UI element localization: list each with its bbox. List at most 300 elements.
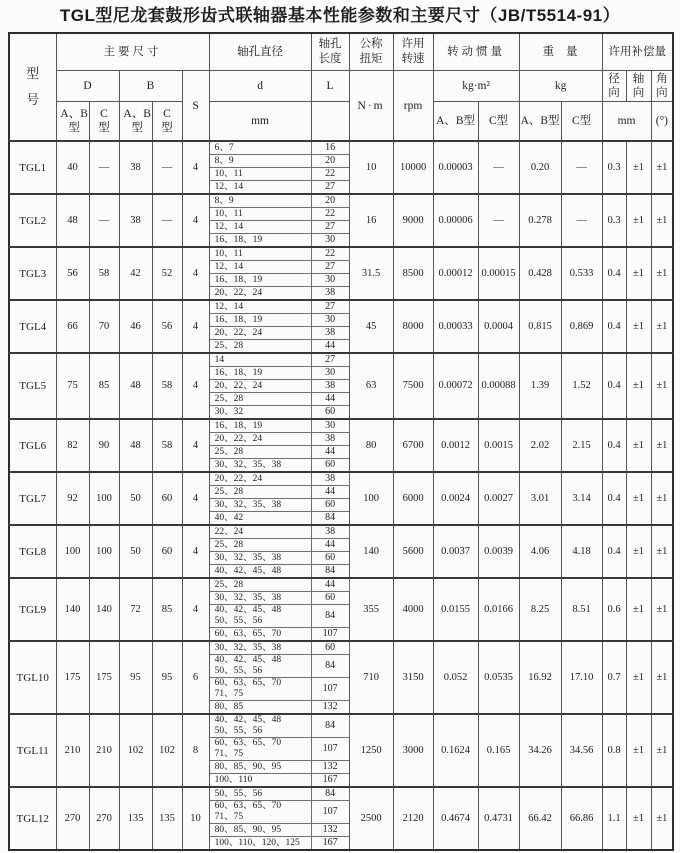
inertia-c-cell: 0.0027	[478, 472, 519, 525]
bore-diameter-cell: 80、85、90、95	[209, 761, 311, 774]
bore-length-cell: 44	[311, 340, 349, 354]
dim-B-ab-cell: 38	[119, 194, 152, 247]
angular-comp-cell: ±1	[651, 525, 673, 578]
header-B-c-label: C型	[161, 108, 173, 134]
bore-length-cell: 84	[311, 605, 349, 628]
axial-comp-cell: ±1	[626, 714, 651, 787]
bore-length-cell: 84	[311, 512, 349, 526]
dim-D-ab-cell: 270	[56, 787, 89, 850]
model-cell: TGL2	[9, 194, 56, 247]
model-row	[9, 194, 673, 208]
dim-D-ab-cell: 48	[56, 194, 89, 247]
header-angular	[651, 71, 673, 102]
inertia-ab-cell: 0.00033	[433, 300, 478, 353]
inertia-ab-cell: 0.4674	[433, 787, 478, 850]
angular-comp-cell: ±1	[651, 578, 673, 641]
weight-c-cell: 1.52	[561, 353, 602, 419]
header-B-ab-label: A、B型	[123, 108, 151, 134]
dim-B-c-cell: 58	[152, 419, 182, 472]
model-row	[9, 247, 673, 261]
dim-B-c-cell: 60	[152, 525, 182, 578]
angular-comp-cell: ±1	[651, 787, 673, 850]
torque-cell: 31.5	[349, 247, 393, 300]
bore-length-cell: 167	[311, 837, 349, 851]
angular-comp-cell: ±1	[651, 300, 673, 353]
torque-cell: 16	[349, 194, 393, 247]
header-torque	[349, 33, 393, 71]
bore-length-cell: 107	[311, 801, 349, 824]
bore-diameter-cell: 12、14	[209, 181, 311, 195]
header-inertia-ab: A、B型	[433, 102, 478, 142]
bore-diameter-cell: 30、32	[209, 406, 311, 420]
header-weight-ab: A、B型	[519, 102, 561, 142]
header-bore-diameter: 轴孔直径	[209, 33, 311, 71]
dim-B-ab-cell: 46	[119, 300, 152, 353]
weight-c-cell: —	[561, 194, 602, 247]
radial-comp-cell: 0.3	[602, 194, 626, 247]
bore-length-cell: 30	[311, 419, 349, 433]
weight-c-cell: 8.51	[561, 578, 602, 641]
bore-length-cell: 132	[311, 824, 349, 837]
axial-comp-cell: ±1	[626, 300, 651, 353]
inertia-c-cell: 0.0039	[478, 525, 519, 578]
angular-comp-cell: ±1	[651, 714, 673, 787]
weight-ab-cell: 0.278	[519, 194, 561, 247]
model-row	[9, 419, 673, 433]
speed-cell: 6000	[393, 472, 433, 525]
axial-comp-cell: ±1	[626, 419, 651, 472]
inertia-c-cell: 0.4731	[478, 787, 519, 850]
header-S: S	[182, 71, 209, 142]
speed-cell: 3000	[393, 714, 433, 787]
angular-comp-cell: ±1	[651, 194, 673, 247]
bore-diameter-cell: 16、18、19	[209, 314, 311, 327]
axial-comp-cell: ±1	[626, 641, 651, 714]
torque-cell: 10	[349, 141, 393, 194]
dim-B-ab-cell: 38	[119, 141, 152, 194]
dim-D-ab-cell: 210	[56, 714, 89, 787]
header-axial	[626, 71, 651, 102]
angular-comp-cell: ±1	[651, 472, 673, 525]
torque-cell: 140	[349, 525, 393, 578]
header-model-label: 型号	[26, 66, 40, 107]
weight-c-cell: 0.869	[561, 300, 602, 353]
header-D-ab-label: A、B型	[60, 108, 88, 134]
inertia-ab-cell: 0.0024	[433, 472, 478, 525]
bore-length-cell: 30	[311, 367, 349, 380]
bore-length-cell: 84	[311, 714, 349, 738]
dim-D-ab-cell: 56	[56, 247, 89, 300]
bore-diameter-cell: 8、9	[209, 155, 311, 168]
radial-comp-cell: 0.4	[602, 525, 626, 578]
dim-S-cell: 4	[182, 578, 209, 641]
bore-diameter-cell: 60、63、65、70 71、75	[209, 801, 311, 824]
inertia-ab-cell: 0.052	[433, 641, 478, 714]
bore-diameter-cell: 25、28	[209, 486, 311, 499]
dim-S-cell: 4	[182, 472, 209, 525]
bore-diameter-cell: 20、22、24	[209, 327, 311, 340]
bore-length-cell: 107	[311, 738, 349, 761]
bore-diameter-cell: 16、18、19	[209, 419, 311, 433]
dim-B-c-cell: —	[152, 194, 182, 247]
bore-length-cell: 84	[311, 655, 349, 678]
header-radial	[602, 71, 626, 102]
dim-D-ab-cell: 140	[56, 578, 89, 641]
bore-length-cell: 22	[311, 247, 349, 261]
inertia-c-cell: —	[478, 194, 519, 247]
dim-D-c-cell: 58	[89, 247, 119, 300]
bore-diameter-cell: 20、22、24	[209, 287, 311, 301]
dim-S-cell: 8	[182, 714, 209, 787]
inertia-c-cell: 0.00015	[478, 247, 519, 300]
bore-diameter-cell: 16、18、19	[209, 274, 311, 287]
dim-B-c-cell: 60	[152, 472, 182, 525]
header-weight-c: C型	[561, 102, 602, 142]
bore-length-cell: 60	[311, 641, 349, 655]
radial-comp-cell: 1.1	[602, 787, 626, 850]
bore-length-cell: 30	[311, 314, 349, 327]
header-d-unit: mm	[209, 102, 311, 142]
header-speed	[393, 33, 433, 71]
bore-diameter-cell: 25、28	[209, 446, 311, 459]
dim-B-c-cell: 58	[152, 353, 182, 419]
dim-D-ab-cell: 92	[56, 472, 89, 525]
header-speed-label: 许用转速	[401, 38, 425, 65]
bore-length-cell: 60	[311, 459, 349, 473]
inertia-ab-cell: 0.1624	[433, 714, 478, 787]
angular-comp-cell: ±1	[651, 247, 673, 300]
bore-length-cell: 167	[311, 774, 349, 788]
bore-length-cell: 44	[311, 539, 349, 552]
dim-B-ab-cell: 50	[119, 525, 152, 578]
bore-diameter-cell: 6、7	[209, 141, 311, 155]
bore-length-cell: 27	[311, 261, 349, 274]
inertia-ab-cell: 0.0037	[433, 525, 478, 578]
inertia-c-cell: 0.0166	[478, 578, 519, 641]
header-speed-unit: rpm	[393, 71, 433, 142]
model-row	[9, 578, 673, 592]
header-B-c	[152, 102, 182, 142]
dim-B-c-cell: 56	[152, 300, 182, 353]
inertia-c-cell: 0.165	[478, 714, 519, 787]
model-cell: TGL9	[9, 578, 56, 641]
header-model	[9, 33, 56, 141]
dim-S-cell: 4	[182, 353, 209, 419]
inertia-ab-cell: 0.00072	[433, 353, 478, 419]
header-radial-label: 径向	[608, 73, 620, 99]
table-header	[9, 33, 673, 141]
dim-D-ab-cell: 82	[56, 419, 89, 472]
dim-D-c-cell: 210	[89, 714, 119, 787]
inertia-ab-cell: 0.00003	[433, 141, 478, 194]
bore-diameter-cell: 12、14	[209, 261, 311, 274]
bore-diameter-cell: 20、22、24	[209, 472, 311, 486]
dim-D-c-cell: —	[89, 141, 119, 194]
model-row	[9, 525, 673, 539]
bore-diameter-cell: 10、11	[209, 208, 311, 221]
bore-length-cell: 27	[311, 353, 349, 367]
dim-D-c-cell: 70	[89, 300, 119, 353]
weight-ab-cell: 34.26	[519, 714, 561, 787]
speed-cell: 10000	[393, 141, 433, 194]
bore-diameter-cell: 16、18、19	[209, 234, 311, 248]
dim-D-c-cell: 140	[89, 578, 119, 641]
torque-cell: 2500	[349, 787, 393, 850]
header-inertia-c: C型	[478, 102, 519, 142]
dim-B-ab-cell: 72	[119, 578, 152, 641]
bore-length-cell: 44	[311, 578, 349, 592]
angular-comp-cell: ±1	[651, 353, 673, 419]
weight-c-cell: 66.86	[561, 787, 602, 850]
dim-S-cell: 4	[182, 247, 209, 300]
dim-D-ab-cell: 66	[56, 300, 89, 353]
bore-length-cell: 107	[311, 628, 349, 642]
dim-D-c-cell: 100	[89, 472, 119, 525]
header-weight: 重量	[519, 33, 602, 71]
dim-B-c-cell: 135	[152, 787, 182, 850]
axial-comp-cell: ±1	[626, 353, 651, 419]
bore-diameter-cell: 30、32、35、38	[209, 552, 311, 565]
radial-comp-cell: 0.4	[602, 472, 626, 525]
weight-c-cell: 34.56	[561, 714, 602, 787]
header-row-3	[9, 102, 673, 142]
header-L: L	[311, 71, 349, 102]
bore-length-cell: 44	[311, 486, 349, 499]
dim-D-ab-cell: 40	[56, 141, 89, 194]
axial-comp-cell: ±1	[626, 578, 651, 641]
weight-ab-cell: 3.01	[519, 472, 561, 525]
torque-cell: 355	[349, 578, 393, 641]
header-inertia: 转动惯量	[433, 33, 519, 71]
torque-cell: 1250	[349, 714, 393, 787]
header-compensation: 许用补偿量	[602, 33, 673, 71]
dim-B-c-cell: 52	[152, 247, 182, 300]
weight-c-cell: —	[561, 141, 602, 194]
weight-ab-cell: 2.02	[519, 419, 561, 472]
dim-D-c-cell: —	[89, 194, 119, 247]
inertia-ab-cell: 0.0012	[433, 419, 478, 472]
inertia-c-cell: —	[478, 141, 519, 194]
dim-B-ab-cell: 102	[119, 714, 152, 787]
bore-diameter-cell: 40、42、45、48 50、55、56	[209, 714, 311, 738]
dim-S-cell: 10	[182, 787, 209, 850]
bore-diameter-cell: 8、9	[209, 194, 311, 208]
speed-cell: 8000	[393, 300, 433, 353]
model-cell: TGL3	[9, 247, 56, 300]
angular-comp-cell: ±1	[651, 419, 673, 472]
dim-B-ab-cell: 42	[119, 247, 152, 300]
bore-length-cell: 27	[311, 181, 349, 195]
dim-B-c-cell: —	[152, 141, 182, 194]
header-bore-length	[311, 33, 349, 71]
inertia-c-cell: 0.00088	[478, 353, 519, 419]
speed-cell: 3150	[393, 641, 433, 714]
bore-length-cell: 22	[311, 168, 349, 181]
bore-length-cell: 44	[311, 393, 349, 406]
inertia-ab-cell: 0.0155	[433, 578, 478, 641]
dim-B-c-cell: 102	[152, 714, 182, 787]
bore-length-cell: 60	[311, 592, 349, 605]
bore-diameter-cell: 30、32、35、38	[209, 459, 311, 473]
radial-comp-cell: 0.4	[602, 247, 626, 300]
weight-ab-cell: 1.39	[519, 353, 561, 419]
inertia-c-cell: 0.0535	[478, 641, 519, 714]
model-cell: TGL8	[9, 525, 56, 578]
model-cell: TGL5	[9, 353, 56, 419]
header-comp-unit-deg: (°)	[651, 102, 673, 142]
radial-comp-cell: 0.4	[602, 300, 626, 353]
header-row-2	[9, 71, 673, 102]
dim-B-ab-cell: 48	[119, 353, 152, 419]
header-main-dims: 主要尺寸	[56, 33, 209, 71]
bore-diameter-cell: 16、18、19	[209, 367, 311, 380]
header-bore-length-label: 轴孔长度	[318, 38, 342, 65]
model-row	[9, 472, 673, 486]
bore-diameter-cell: 10、11	[209, 168, 311, 181]
torque-cell: 45	[349, 300, 393, 353]
dim-B-ab-cell: 135	[119, 787, 152, 850]
weight-ab-cell: 0.20	[519, 141, 561, 194]
dim-S-cell: 4	[182, 419, 209, 472]
bore-length-cell: 60	[311, 499, 349, 512]
speed-cell: 6700	[393, 419, 433, 472]
bore-length-cell: 20	[311, 155, 349, 168]
bore-diameter-cell: 25、28	[209, 539, 311, 552]
speed-cell: 9000	[393, 194, 433, 247]
dim-S-cell: 4	[182, 300, 209, 353]
dim-D-c-cell: 175	[89, 641, 119, 714]
model-row	[9, 641, 673, 655]
weight-ab-cell: 0.815	[519, 300, 561, 353]
angular-comp-cell: ±1	[651, 141, 673, 194]
header-comp-unit-mm: mm	[602, 102, 651, 142]
model-cell: TGL11	[9, 714, 56, 787]
dim-D-c-cell: 85	[89, 353, 119, 419]
bore-length-cell: 38	[311, 327, 349, 340]
bore-diameter-cell: 50、55、56	[209, 787, 311, 801]
page-title: TGL型尼龙套鼓形齿式联轴器基本性能参数和主要尺寸（JB/T5514-91）	[59, 6, 621, 25]
bore-diameter-cell: 80、85	[209, 701, 311, 715]
model-row	[9, 353, 673, 367]
bore-length-cell: 132	[311, 761, 349, 774]
dim-S-cell: 6	[182, 641, 209, 714]
bore-diameter-cell: 40、42	[209, 512, 311, 526]
bore-length-cell: 38	[311, 472, 349, 486]
bore-length-cell: 38	[311, 287, 349, 301]
torque-cell: 710	[349, 641, 393, 714]
bore-length-cell: 107	[311, 678, 349, 701]
axial-comp-cell: ±1	[626, 194, 651, 247]
radial-comp-cell: 0.6	[602, 578, 626, 641]
speed-cell: 2120	[393, 787, 433, 850]
table-body	[9, 141, 673, 850]
dim-D-c-cell: 270	[89, 787, 119, 850]
bore-diameter-cell: 22、24	[209, 525, 311, 539]
header-L-unit	[311, 102, 349, 142]
header-d: d	[209, 71, 311, 102]
bore-length-cell: 38	[311, 380, 349, 393]
dim-D-ab-cell: 75	[56, 353, 89, 419]
bore-diameter-cell: 100、110、120、125	[209, 837, 311, 851]
speed-cell: 8500	[393, 247, 433, 300]
bore-length-cell: 30	[311, 234, 349, 248]
bore-diameter-cell: 60、63、65、70	[209, 628, 311, 642]
bore-length-cell: 22	[311, 208, 349, 221]
bore-length-cell: 27	[311, 300, 349, 314]
bore-diameter-cell: 12、14	[209, 300, 311, 314]
bore-diameter-cell: 20、22、24	[209, 433, 311, 446]
radial-comp-cell: 0.8	[602, 714, 626, 787]
torque-cell: 100	[349, 472, 393, 525]
bore-length-cell: 84	[311, 565, 349, 579]
angular-comp-cell: ±1	[651, 641, 673, 714]
header-weight-unit: kg	[519, 71, 602, 102]
torque-cell: 80	[349, 419, 393, 472]
bore-length-cell: 132	[311, 701, 349, 715]
weight-c-cell: 3.14	[561, 472, 602, 525]
bore-diameter-cell: 12、14	[209, 221, 311, 234]
bore-diameter-cell: 20、22、24	[209, 380, 311, 393]
axial-comp-cell: ±1	[626, 247, 651, 300]
inertia-ab-cell: 0.00012	[433, 247, 478, 300]
header-B-ab	[119, 102, 152, 142]
bore-diameter-cell: 30、32、35、38	[209, 592, 311, 605]
bore-length-cell: 20	[311, 194, 349, 208]
model-cell: TGL12	[9, 787, 56, 850]
inertia-c-cell: 0.0015	[478, 419, 519, 472]
bore-diameter-cell: 30、32、35、38	[209, 499, 311, 512]
model-cell: TGL10	[9, 641, 56, 714]
speed-cell: 7500	[393, 353, 433, 419]
dim-B-c-cell: 85	[152, 578, 182, 641]
dim-S-cell: 4	[182, 141, 209, 194]
header-D: D	[56, 71, 119, 102]
bore-diameter-cell: 14	[209, 353, 311, 367]
bore-diameter-cell: 40、42、45、48 50、55、56	[209, 605, 311, 628]
parameters-table	[8, 32, 674, 851]
header-axial-label: 轴向	[632, 73, 645, 99]
dim-S-cell: 4	[182, 525, 209, 578]
header-D-c	[89, 102, 119, 142]
bore-diameter-cell: 25、28	[209, 578, 311, 592]
weight-ab-cell: 0.428	[519, 247, 561, 300]
weight-c-cell: 17.10	[561, 641, 602, 714]
bore-diameter-cell: 10、11	[209, 247, 311, 261]
dim-B-ab-cell: 50	[119, 472, 152, 525]
header-angular-label: 角向	[656, 73, 668, 99]
dim-B-c-cell: 95	[152, 641, 182, 714]
bore-diameter-cell: 40、42、45、48	[209, 565, 311, 579]
bore-diameter-cell: 60、63、65、70 71、75	[209, 678, 311, 701]
axial-comp-cell: ±1	[626, 787, 651, 850]
radial-comp-cell: 0.4	[602, 353, 626, 419]
header-torque-label: 公称扭矩	[359, 38, 383, 65]
inertia-ab-cell: 0.00006	[433, 194, 478, 247]
weight-c-cell: 0.533	[561, 247, 602, 300]
header-inertia-unit: kg·m²	[433, 71, 519, 102]
model-cell: TGL1	[9, 141, 56, 194]
model-cell: TGL7	[9, 472, 56, 525]
bore-length-cell: 44	[311, 446, 349, 459]
radial-comp-cell: 0.4	[602, 419, 626, 472]
bore-diameter-cell: 30、32、35、38	[209, 641, 311, 655]
bore-length-cell: 84	[311, 787, 349, 801]
weight-ab-cell: 8.25	[519, 578, 561, 641]
bore-length-cell: 60	[311, 406, 349, 420]
bore-length-cell: 30	[311, 274, 349, 287]
dim-B-ab-cell: 95	[119, 641, 152, 714]
axial-comp-cell: ±1	[626, 141, 651, 194]
